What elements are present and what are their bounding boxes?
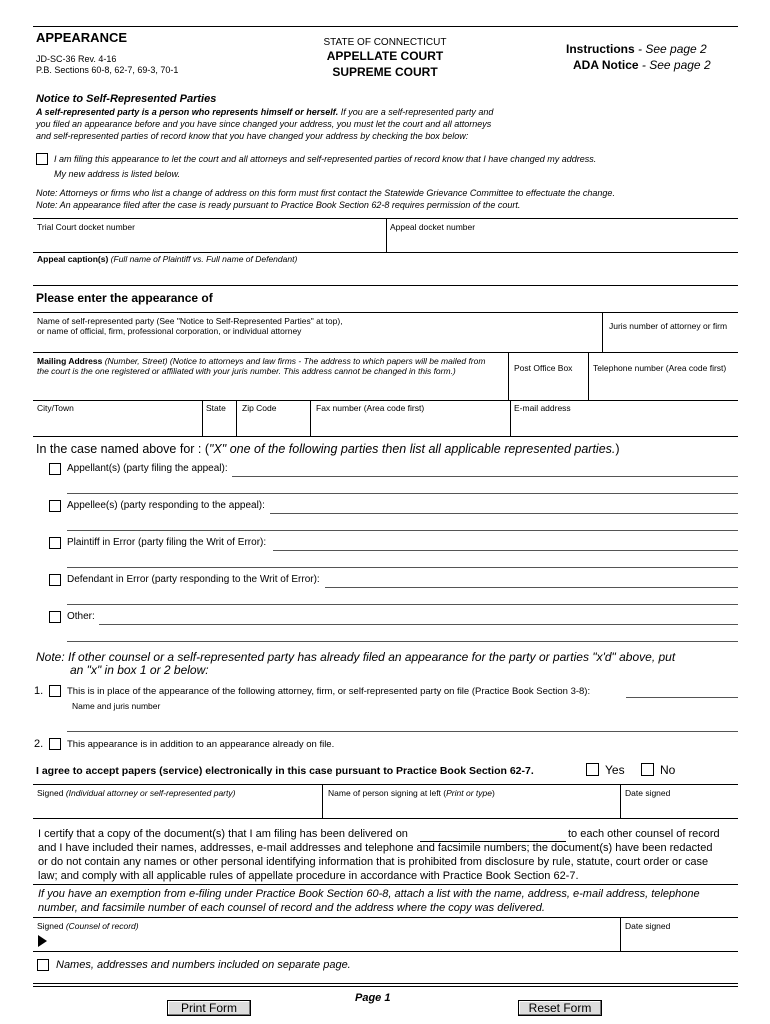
certify-line2: and I have included their names, addresses, e-mail addresses and telephone and facsimile numbers; the document(s) have been redacted [38,842,713,854]
option1-label: This is in place of the appearance of the following attorney, firm, or self-represented party on file (Practice Book Section 3-8): [67,686,591,697]
party-name-label1: Name of self-represented party (See "Notice to Self-Represented Parties" at top), [37,316,343,326]
parties-intro-end: ) [615,442,620,456]
date-signed-field[interactable] [622,798,736,816]
separate-page-label: Names, addresses and numbers included on separate page. [56,959,351,971]
state-field[interactable] [204,414,234,434]
instructions-ref: - See page 2 [634,42,707,56]
exemption-line1: If you have an exemption from e-filing under Practice Book Section 60-8, attach a list with the name, address, e-mail address, telephone [38,888,700,900]
name-signing-label [328,788,495,798]
option1-number: 1. [34,685,44,697]
juris-label: Juris number of attorney or firm [609,321,728,331]
appellee-label: Appellee(s) (party responding to the appeal): [67,500,265,511]
reset-form-button[interactable]: Reset Form [518,1000,602,1016]
court-supreme: SUPREME COURT [332,65,438,79]
divider [322,784,323,818]
caption-bold: Appeal caption(s) [37,254,109,264]
appellant-label: Appellant(s) (party filing the appeal): [67,463,228,474]
telephone-field[interactable] [590,376,736,398]
name-signing-field[interactable] [324,798,618,816]
fax-text: Fax number (Area code first) [316,403,425,413]
separate-page-checkbox[interactable] [37,959,49,971]
instructions-label: Instructions [566,42,635,56]
parties-intro [36,442,620,456]
certify-line3: or do not contain any names or other personal identifying information that is prohibited from disclosure by rule, statute, court order or case [38,856,709,868]
mailing-label1 [37,356,485,366]
e-service-yes-label: Yes [605,763,625,777]
city-field[interactable] [34,414,200,434]
ada-label: ADA Notice [573,58,639,72]
note-filed-after: Note: An appearance filed after the case is ready pursuant to Practice Book Section 62-8 requires permission of the court. [36,200,521,210]
option2-number: 2. [34,738,44,750]
divider [510,400,511,436]
defendant-in-error-label: Defendant in Error (party responding to the Writ of Error): [67,574,320,585]
address-change-checkbox[interactable] [36,153,48,165]
po-box-field[interactable] [510,376,586,398]
rule [33,352,738,353]
top-rule [33,26,738,27]
email-label: E-mail address [514,403,571,413]
parties-intro-italic: "X" one of the following parties then list all applicable represented parties. [209,442,616,456]
signed-hint: (Individual attorney or self-represented party) [63,788,236,798]
footer-rule [33,986,738,987]
rule [33,884,738,885]
name-juris-label: Name and juris number [72,701,161,711]
form-title: APPEARANCE [36,30,128,45]
appellee-line-2[interactable] [67,530,738,531]
e-service-no-label: No [660,763,676,777]
counsel-signed-label [37,921,139,931]
form-number: JD-SC-36 Rev. 4-16 [36,54,117,64]
trial-docket-label: Trial Court docket number [37,222,135,232]
counsel-signed-hint: (Counsel of record) [63,921,139,931]
certify-line1a: I certify that a copy of the document(s) that I am filing has been delivered on [38,828,408,840]
notice-line1-bold: A self-represented party is a person who represents himself or herself. [36,107,339,117]
counsel-date-label: Date signed [625,921,671,931]
divider [236,400,237,436]
fax-label [316,403,424,413]
notice-line1-rest: If you are a self-represented party and [338,107,494,117]
rule [33,312,738,313]
prior-note-line1: Note: If other counsel or a self-represented party has already filed an appearance for the party or parties "x'd" above, put [36,650,676,664]
mailing-bold: Mailing Address [37,356,103,366]
appellant-line-2[interactable] [67,493,738,494]
telephone-label: Telephone number (Area code first) [593,363,727,373]
option1-checkbox[interactable] [49,685,61,697]
appeal-caption-field[interactable] [34,264,736,284]
counsel-signature-field[interactable] [50,931,618,949]
e-service-yes-checkbox[interactable] [586,763,599,776]
divider [202,400,203,436]
divider [620,917,621,951]
rule [33,436,738,437]
counsel-date-field[interactable] [622,931,736,949]
ada-ref: - See page 2 [638,58,711,72]
certify-line1b: to each other counsel of record [568,828,720,840]
rule [33,951,738,952]
defendant-in-error-line-2[interactable] [67,604,738,605]
counsel-signed-text: Signed [37,921,64,931]
plaintiff-in-error-checkbox[interactable] [49,537,61,549]
fax-field[interactable] [312,414,508,434]
sign-here-arrow-icon [38,935,47,947]
mailing-address-field[interactable] [34,378,506,398]
email-field[interactable] [512,414,736,434]
e-service-agreement: I agree to accept papers (service) electronically in this case pursuant to Practice Book Section 62-7. [36,765,534,777]
signed-text: Signed [37,788,64,798]
date-signed-label: Date signed [625,788,671,798]
rule [33,400,738,401]
instructions-note [566,42,707,56]
divider [386,218,387,252]
divider [602,312,603,352]
option2-label: This appearance is in addition to an appearance already on file. [67,739,335,750]
notice-line3: and self-represented parties of record know that you have changed your address by checking the box below: [36,131,469,141]
e-service-no-checkbox[interactable] [641,763,654,776]
appeal-docket-label: Appeal docket number [390,222,476,232]
name-signing-end: ) [491,788,495,798]
mailing-hint: (Number, Street) (Notice to attorneys and law firms - The address to which papers will be mailed from [102,356,486,366]
rule [33,917,738,918]
appearance-heading: Please enter the appearance of [36,291,213,305]
parties-intro-start: In the case named above for : ( [36,442,210,456]
rule [33,252,738,253]
defendant-in-error-line[interactable] [325,587,738,588]
zip-field[interactable] [238,414,308,434]
rule [33,285,738,286]
note-attorneys: Note: Attorneys or firms who list a change of address on this form must first contact the Statewide Grievance Committee to effectuate the change. [36,188,615,198]
address-change-label: I am filing this appearance to let the court and all attorneys and self-represented parties of record know that I have changed my address. [54,154,597,164]
rule [33,784,738,785]
divider [588,352,589,400]
option1-line[interactable] [626,697,738,698]
prior-note-line2: an "x" in box 1 or 2 below: [70,663,209,677]
name-signing-text: Name of person signing at left ( [328,788,447,798]
caption-hint: (Full name of Plaintiff vs. Full name of Defendant) [108,254,298,264]
certify-line4: law; and comply with all applicable rules of appellate procedure in accordance with Practice Book Section 62-7. [38,870,579,882]
plaintiff-in-error-line[interactable] [273,550,738,551]
juris-field[interactable] [604,334,736,350]
trial-docket-field[interactable] [34,230,384,250]
appellant-line[interactable] [232,476,738,477]
new-address-note: My new address is listed below. [54,169,181,179]
mailing-label2: the court is the one registered or affiliated with your juris number. This address cannot be changed in this form.) [37,366,456,376]
signature-field[interactable] [34,798,320,816]
signed-label [37,788,235,798]
city-label: City/Town [37,403,74,413]
option2-checkbox[interactable] [49,738,61,750]
exemption-line2: number, and facsimile number of each counsel of record and the address where the copy was delivered. [38,902,545,914]
ada-note [573,58,711,72]
appellee-line[interactable] [270,513,738,514]
plaintiff-in-error-line-2[interactable] [67,567,738,568]
appeal-caption-label [37,254,297,264]
notice-line1 [36,107,493,117]
notice-heading: Notice to Self-Represented Parties [36,93,217,105]
zip-label: Zip Code [242,403,277,413]
court-appellate: APPELLATE COURT [326,49,444,63]
footer-rule [33,983,738,984]
appellee-checkbox[interactable] [49,500,61,512]
page-number: Page 1 [355,992,391,1004]
other-line-2[interactable] [67,641,738,642]
print-form-button[interactable]: Print Form [167,1000,251,1016]
other-line[interactable] [99,624,738,625]
defendant-in-error-checkbox[interactable] [49,574,61,586]
po-box-label: Post Office Box [514,363,573,373]
name-juris-line[interactable] [67,731,738,732]
pb-sections: P.B. Sections 60-8, 62-7, 69-3, 70-1 [36,65,179,75]
appellant-checkbox[interactable] [49,463,61,475]
party-name-label2: or name of official, firm, professional corporation, or individual attorney [37,326,302,336]
divider [508,352,509,400]
state-label: State [206,403,226,413]
appeal-docket-field[interactable] [388,230,736,250]
divider [310,400,311,436]
party-name-field[interactable] [34,336,600,350]
other-label: Other: [67,611,95,622]
rule [33,818,738,819]
other-checkbox[interactable] [49,611,61,623]
divider [620,784,621,818]
name-signing-hint: Print or type [446,788,492,798]
state-heading: STATE OF CONNECTICUT [323,37,447,48]
notice-line2: you filed an appearance before and you have since changed your address, you must let the court and all attorneys [36,119,492,129]
plaintiff-in-error-label: Plaintiff in Error (party filing the Writ of Error): [67,537,267,548]
